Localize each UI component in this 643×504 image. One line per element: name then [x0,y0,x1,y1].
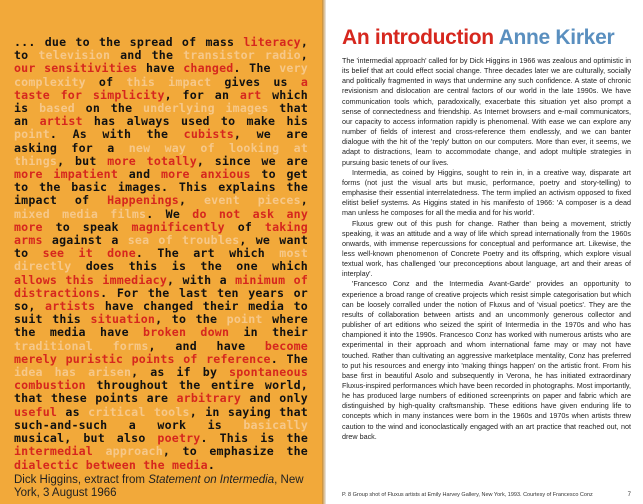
quote-segment: throughout the entire world, that these points are [14,378,308,406]
quote-segment: television [38,48,111,63]
quote-segment: , in saying that such-and-such a work is [14,404,308,432]
quote-segment: , we want to [14,233,308,261]
quote-segment: more anxious [161,167,251,182]
attribution-title: Statement on Intermedia [148,473,275,486]
page-number: 7 [627,492,631,498]
quote-segment: point [14,127,50,142]
quote-segment: more totally [107,153,197,168]
quote-segment: based [39,101,75,116]
quote-segment: idea has arisen [14,365,132,380]
quote-segment: . For the last ten years or so, [14,285,308,314]
quote-segment: arbitrary [176,391,242,406]
quote-segment: , since we are [196,153,308,168]
right-page [326,0,643,504]
quote-segment: , with a [167,272,236,287]
quote-segment: which is [14,87,308,116]
page-footer [342,492,631,498]
quote-segment: critical tools [88,404,190,419]
quote-segment: useful [14,404,58,419]
higgins-quote [14,36,308,472]
attribution-prefix: Dick Higgins, extract from [14,473,149,486]
quote-segment: . As with the [49,127,184,142]
quote-segment: our sensitivities [14,61,138,76]
article-author: Anne Kirker [498,26,615,49]
quote-segment: , to emphasize the [162,444,308,459]
paragraph: The 'intermedial approach' called for by Dick Higgins in 1966 was zealous and optimistic in its belief that art could effect social change. Three decades later we are culturally, socially and politically fragmented in ways that undermine any such confidence. A state of chronic revisionism and dislocation are central factors of our world in the late 1990s. We have communication tools which, paradoxically, exacerbate this situation yet also prompt a sense of connectedness and friendship. As Internet browsers and e-mail communicators, our capacity to access information rapidly is phenomenal. With ease we can explore any number of fields of interest and cross-reference them endlessly, and we can banter dialogue with the hit of the 'reply' button on our computers. More than ever, it seems, we adapt to distractions, learn to accommodate change, and adopt multiple strategies in pursuing basic tenets of our lives. [342,56,631,167]
quote-segment: musical, but also [14,431,158,446]
article-body [342,56,631,442]
quote-segment: . [207,457,216,472]
quote-segment: do not ask any more [14,206,309,234]
quote-segment: a taste for simplicity [14,74,308,102]
quote-segment: magnificently [131,219,225,234]
quote-segment: minimum of distractions [14,272,308,300]
quote-segment: point [226,312,263,327]
quote-segment: changed [183,61,234,76]
quote-segment: . This is the [200,431,308,446]
quote-segment: gives us [211,74,301,89]
quote-segment: and only [241,391,308,406]
quote-segment: . The art which [135,246,280,261]
quote-segment: transistor radio [183,48,301,63]
quote-segment: , to [14,35,308,63]
quote-segment: that an [14,101,308,129]
quote-segment: event pieces [203,193,301,208]
quote-segment [93,444,105,458]
quote-segment: , to the [155,312,227,327]
quote-segment: have [137,61,184,76]
quote-segment: situation [90,312,156,327]
quote-segment: , we are asking for a [14,127,308,155]
paragraph: Fluxus grew out of this push for change. Rather than being a movement, strictly speaking, it was an attitude and a way of life which spread internationally from the 1960s onwards, with immense repercussions for conceptual and performance art. Likewise, the less well-known phenomenon of Concrete Poetry and its offspring, which explore visual textual work, has challenged 'our preconceptions about language, art and their areas of interplay'. [342,218,631,279]
quote-segment: dialectic between the media [14,457,208,472]
quote-segment: artists [45,299,96,314]
quote-segment: broken down [143,325,230,340]
quote-segment: underlying images [142,101,269,116]
quote-segment: poetry [157,431,201,446]
quote-segment: become merely puristic points of reference [14,338,308,366]
quote-segment: art [239,87,262,102]
quote-segment: , [178,193,204,208]
quote-segment: where the media have [14,312,308,340]
quote-segment: against a [42,233,128,248]
quote-segment: . The [270,351,308,366]
quote-segment: spontaneous combustion [14,365,309,393]
quote-segment: and [118,167,161,182]
quote-segment: in their [229,325,309,340]
quote-segment: and the [110,48,184,63]
quote-segment: Happenings [107,193,179,208]
quote-segment: , [300,193,308,208]
quote-segment: traditional forms [14,338,149,353]
quote-segment: have changed their media to suit this [14,299,308,327]
quote-segment: new way of looking at things [14,140,308,168]
quote-segment: very complexity [14,61,308,89]
quote-segment: to get to the basic images. This explains the impact of [14,167,308,208]
quote-attribution [14,474,308,500]
paragraph: 'Francesco Conz and the Intermedia Avant-Garde' provides an opportunity to experience a broad range of creative projects which resist simple categorisation but which can be loosely corralled under the notion of Fluxus and of 'visual poetics'. They are the results of collaboration between artists and an uncommonly generous collector and publisher of art editions who seized the spirit of Intermedia in the 1970s and who has championed it into the 1990s. Francesco Conz has worked with numerous artists who are experimental in their approach and whom international fame may or may not have touched. Rather than cultivating an aggressive marketplace mentality, Conz has preferred to put his resources and energy into 'making things happen' on the artistic front. From his base first in beautiful Asolo and subsequently in Verona, he has initiated extraordinary Fluxus-inspired performances which have been recorded in photographs. Most importantly, he has produced large numbers of editioned screenprints on paper and fabric which are distinguished by high-quality craftsmanship. These editions have given enduring life to concepts which in many instances were born in the 1960s and 1970s when artists threw caution to the wind and iconoclastically engaged with an art practice that reached out, not drew back. [342,279,631,441]
quote-segment: , for an [164,87,240,102]
quote-segment: this impact [126,74,212,89]
quote-segment: , and have [148,338,265,353]
quote-segment: basically [243,417,308,432]
quote-segment: as [57,404,89,419]
quote-segment: , as if by [131,365,230,380]
quote-segment: does this is the one which [71,259,308,274]
quote-segment: allows this immediacy [14,272,168,287]
quote-segment: mixed media films [14,206,147,221]
quote-segment: approach [105,444,163,459]
quote-segment: intermedial [14,444,93,459]
photo-caption: P. 8 Group shot of Fluxus artists at Emily Harvey Gallery, New York, 1993. Courtesy of Francesco Conz [342,492,593,498]
quote-segment: ... due to the spread of mass [14,35,244,49]
quote-segment: , but [57,153,108,168]
quote-segment: literacy [243,35,301,49]
quote-segment: on the [74,101,143,116]
quote-segment: of [85,74,127,89]
quote-segment: more impatient [14,167,119,182]
article-title: An introduction [342,26,494,49]
quote-segment: see it done [42,246,136,261]
quote-segment: has always used to make his [82,114,308,129]
paragraph: Intermedia, as coined by Higgins, sought to rein in, in a creative way, disparate art forms (not just the visual arts but music, performance, poetry and story-telling) to emphasise their essential interrelatedness. The term implied an activism opposed to fixed elitist belief systems. As Higgins stated in his manifesto of 1966: 'A composer is a dead man unless he composes for all the media and for his world'. [342,167,631,218]
quote-segment: sea of troubles [127,233,240,248]
attribution-suffix: , New York, 3 August 1966 [14,473,304,499]
quote-segment: of [224,219,265,234]
quote-segment: taking arms [14,219,308,248]
quote-segment: cubists [183,127,234,142]
quote-segment: artist [39,114,83,129]
quote-segment: to speak [42,219,132,234]
quote-segment: most directly [14,246,309,274]
quote-segment: , [300,48,308,63]
article-heading [342,26,631,50]
quote-segment: . We [146,206,193,221]
quote-segment: . The [233,61,280,76]
